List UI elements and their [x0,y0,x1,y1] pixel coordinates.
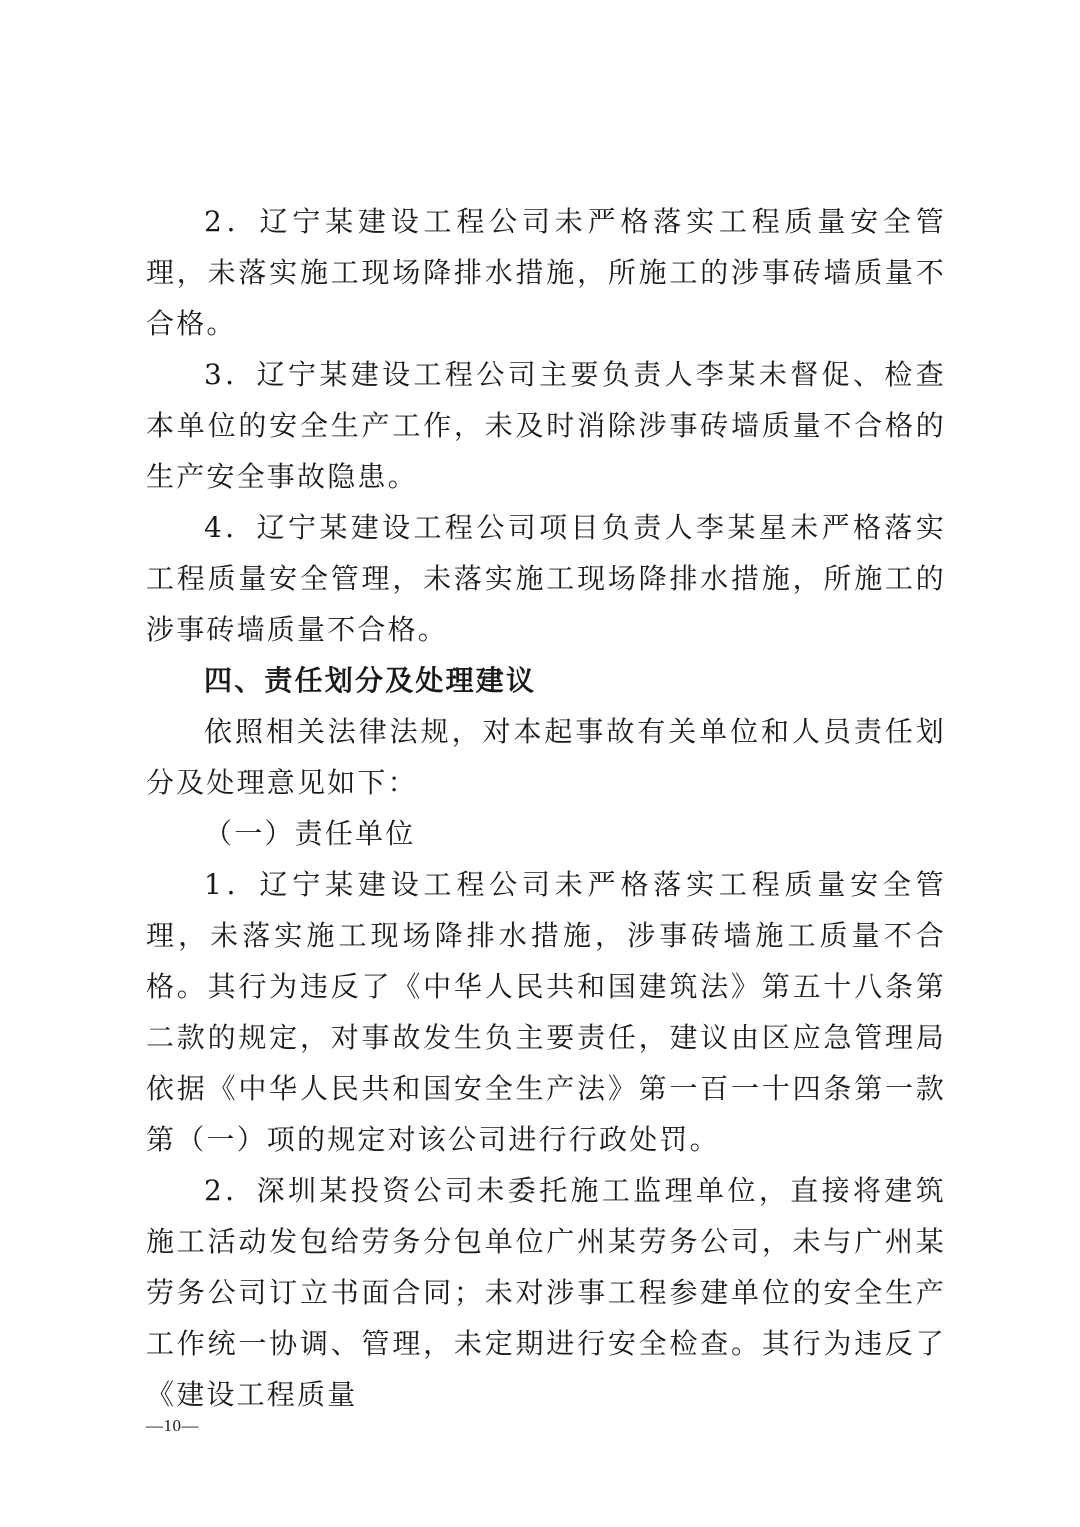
section-heading: 四、责任划分及处理建议 [204,664,537,697]
paragraph-intro: 依照相关法律法规，对本起事故有关单位和人员责任划分及处理意见如下： [146,715,946,799]
document-body [146,196,946,1420]
paragraph-item-3: 3．辽宁某建设工程公司主要负责人李某未督促、检查本单位的安全生产工作，未及时消除涉事砖墙质量不合格的生产安全事故隐患。 [146,358,946,493]
paragraph-unit-2: 2．深圳某投资公司未委托施工监理单位，直接将建筑施工活动发包给劳务分包单位广州某劳务公司，未与广州某劳务公司订立书面合同；未对涉事工程参建单位的安全生产工作统一协调、管理，未定期进行安全检查。其行为违反了《建设工程质量 [146,1174,946,1411]
paragraph-item-2: 2．辽宁某建设工程公司未严格落实工程质量安全管理，未落实施工现场降排水措施，所施工的涉事砖墙质量不合格。 [146,205,946,340]
page-number: —10— [146,1416,199,1435]
paragraph-item-4: 4．辽宁某建设工程公司项目负责人李某星未严格落实工程质量安全管理，未落实施工现场降排水措施，所施工的涉事砖墙质量不合格。 [146,511,946,646]
paragraph-unit-1: 1．辽宁某建设工程公司未严格落实工程质量安全管理，未落实施工现场降排水措施，涉事砖墙施工质量不合格。其行为违反了《中华人民共和国建筑法》第五十八条第二款的规定，对事故发生负主要责任，建议由区应急管理局依据《中华人民共和国安全生产法》第一百一十四条第一款第（一）项的规定对该公司进行行政处罚。 [146,868,946,1156]
subsection-heading: （一）责任单位 [204,817,416,850]
